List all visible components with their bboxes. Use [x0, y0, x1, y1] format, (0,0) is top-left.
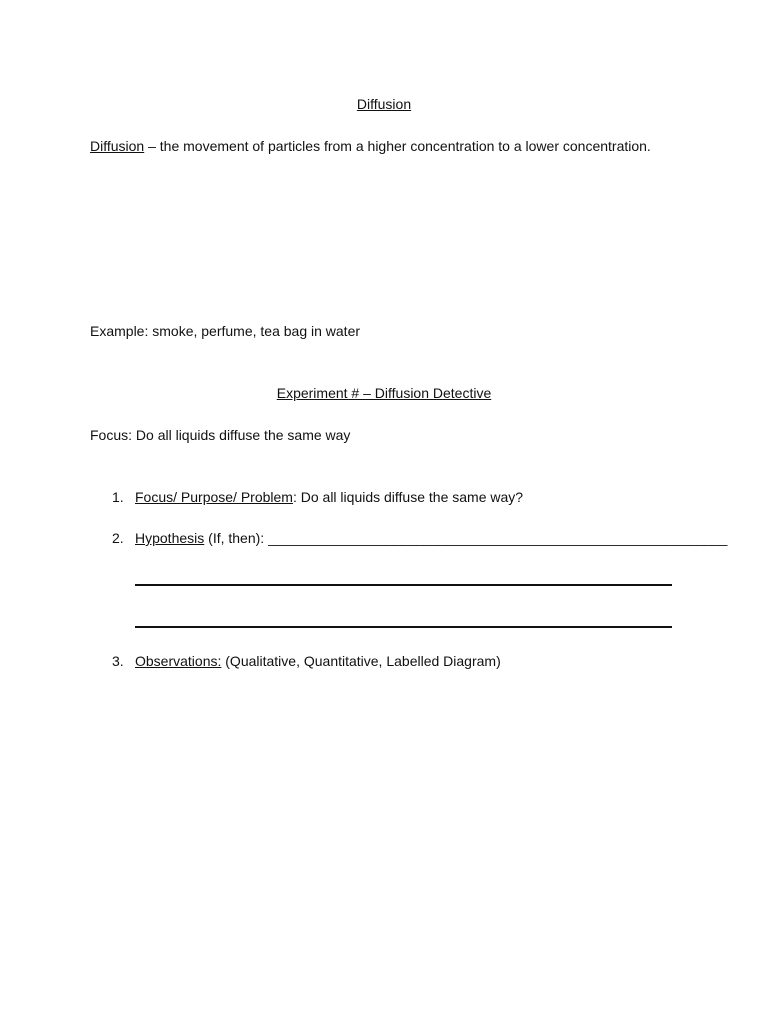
list-item-hypothesis [135, 529, 727, 547]
list-item-observations [135, 652, 501, 670]
page-title [0, 95, 768, 113]
experiment-title [0, 384, 768, 402]
example-line: Example: smoke, perfume, tea bag in water [90, 323, 361, 339]
list-item-number: 1. [112, 489, 124, 505]
title-text: Diffusion [356, 96, 412, 112]
hypothesis-answer-line [135, 626, 672, 628]
list-item-label: Observations: [135, 653, 222, 669]
definition-line [90, 137, 651, 155]
focus-line: Focus: Do all liquids diffuse the same way [90, 427, 351, 443]
list-item-text: (If, then): ___________________________________________________________ [204, 530, 728, 546]
list-item-text: : Do all liquids diffuse the same way? [292, 489, 524, 505]
list-item-focus [135, 488, 523, 506]
list-item-label: Hypothesis [135, 530, 205, 546]
hypothesis-answer-line [135, 584, 672, 586]
list-item-number: 3. [112, 653, 124, 669]
definition-text: – the movement of particles from a higher concentration to a lower concentration. [144, 138, 651, 154]
experiment-title-text: Experiment # – Diffusion Detective [276, 385, 492, 401]
list-item-text: (Qualitative, Quantitative, Labelled Diagram) [221, 653, 501, 669]
list-item-number: 2. [112, 530, 124, 546]
list-item-label: Focus/ Purpose/ Problem [135, 489, 293, 505]
definition-term: Diffusion [90, 138, 145, 154]
